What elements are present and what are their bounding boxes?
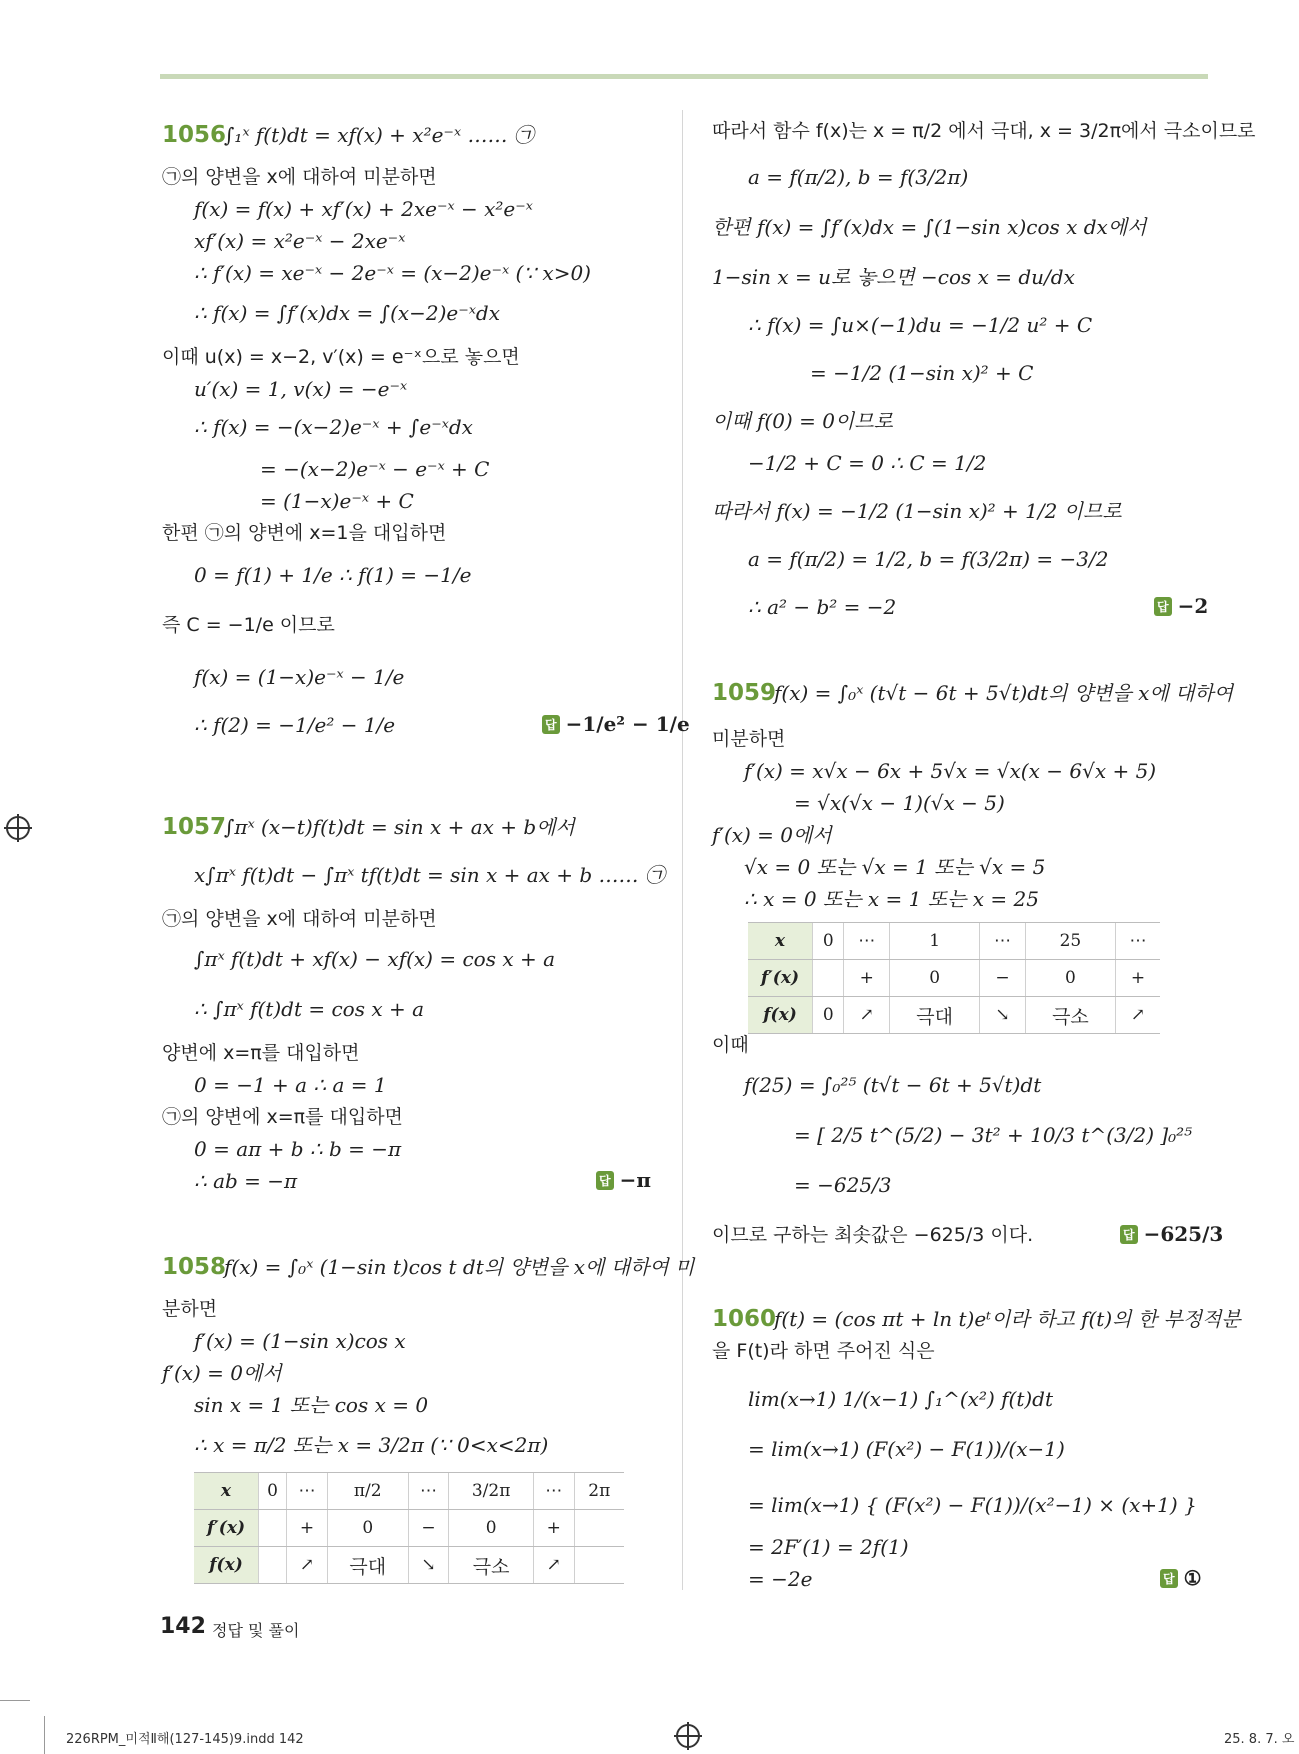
- solution-line: ∴ f(x) = ∫u×(−1)du = −1/2 u² + C: [748, 313, 1093, 337]
- solution-line: ∴ f(x) = ∫f′(x)dx = ∫(x−2)e⁻ˣdx: [194, 301, 501, 325]
- registration-mark-icon: [6, 816, 30, 840]
- answer-badge: 답: [542, 715, 560, 734]
- solution-line: f(25) = ∫₀²⁵ (t√t − 6t + 5√t)dt: [744, 1073, 1042, 1097]
- solution-line: 따라서 함수 f(x)는 x = π/2 에서 극대, x = 3/2π에서 극소이므로: [712, 120, 1256, 142]
- solution-line: u′(x) = 1, v(x) = −e⁻ˣ: [194, 377, 408, 401]
- solution-line: ㉠의 양변에 x=π를 대입하면: [162, 1106, 403, 1128]
- solution-line: 한편 f(x) = ∫f′(x)dx = ∫(1−sin x)cos x dx에서: [712, 215, 1147, 239]
- answer-badge: 답: [1160, 1569, 1178, 1588]
- table-row: f(x) 0 ↗ 극대 ↘ 극소 ↗: [748, 997, 1160, 1034]
- solution-line: = lim(x→1) (F(x²) − F(1))/(x−1): [748, 1437, 1065, 1461]
- solution-line: = (1−x)e⁻ˣ + C: [260, 489, 414, 513]
- solution-line: f(x) = f(x) + xf′(x) + 2xe⁻ˣ − x²e⁻ˣ: [194, 197, 533, 221]
- solution-line: ㉠의 양변을 x에 대하여 미분하면: [162, 908, 437, 930]
- solution-line: ∴ ab = −π: [194, 1169, 298, 1193]
- solution-line: lim(x→1) 1/(x−1) ∫₁^(x²) f(t)dt: [748, 1387, 1054, 1411]
- solution-line: ㉠의 양변을 x에 대하여 미분하면: [162, 166, 437, 188]
- solution-line: = −625/3: [794, 1173, 892, 1197]
- solution-line: 즉 C = −1/e 이므로: [162, 614, 335, 636]
- solution-line: f(x) = (1−x)e⁻ˣ − 1/e: [194, 665, 405, 689]
- solution-line: f(t) = (cos πt + ln t)eᵗ이라 하고 f(t)의 한 부정적분: [774, 1307, 1241, 1331]
- problem-number-1060: 1060: [712, 1306, 777, 1332]
- section-title: 정답 및 풀이: [212, 1621, 300, 1640]
- print-date: 25. 8. 7. 오: [1224, 1732, 1295, 1747]
- solution-line: 양변에 x=π를 대입하면: [162, 1042, 360, 1064]
- solution-line: ∫₁ˣ f(t)dt = xf(x) + x²e⁻ˣ …… ㉠: [224, 123, 534, 147]
- answer-1057: 답 −π: [596, 1168, 651, 1192]
- problem-number-1058: 1058: [162, 1254, 227, 1280]
- solution-line: f′(x) = 0에서: [162, 1361, 282, 1385]
- answer-badge: 답: [1120, 1225, 1138, 1244]
- solution-line: x∫πˣ f(t)dt − ∫πˣ tf(t)dt = sin x + ax + b …… ㉠: [194, 863, 665, 887]
- solution-line: xf′(x) = x²e⁻ˣ − 2xe⁻ˣ: [194, 229, 406, 253]
- registration-mark-icon: [676, 1724, 700, 1748]
- answer-badge: 답: [596, 1171, 614, 1190]
- sign-table-1058: [194, 1472, 624, 1584]
- answer-1059: 답 −625/3: [1120, 1222, 1223, 1246]
- solution-line: 따라서 f(x) = −1/2 (1−sin x)² + 1/2 이므로: [712, 499, 1122, 523]
- page-number: 142: [160, 1614, 206, 1639]
- crop-mark: [0, 1700, 30, 1701]
- solution-line: 을 F(t)라 하면 주어진 식은: [712, 1340, 935, 1362]
- solution-line: = lim(x→1) { (F(x²) − F(1))/(x²−1) × (x+1) }: [748, 1493, 1197, 1517]
- solution-line: ∴ x = π/2 또는 x = 3/2π (∵ 0<x<2π): [194, 1433, 549, 1457]
- table-row: x 0 ⋯ π/2 ⋯ 3/2π ⋯ 2π: [194, 1473, 624, 1510]
- table-row: x 0 ⋯ 1 ⋯ 25 ⋯: [748, 923, 1160, 960]
- solution-line: f′(x) = (1−sin x)cos x: [194, 1329, 406, 1353]
- solution-line: ∴ x = 0 또는 x = 1 또는 x = 25: [744, 887, 1039, 911]
- solution-line: 이때 u(x) = x−2, v′(x) = e⁻ˣ으로 놓으면: [162, 346, 520, 368]
- solution-line: a = f(π/2) = 1/2, b = f(3/2π) = −3/2: [748, 547, 1109, 571]
- solution-line: −1/2 + C = 0 ∴ C = 1/2: [748, 451, 987, 475]
- column-divider: [682, 110, 683, 1590]
- solution-line: a = f(π/2), b = f(3/2π): [748, 165, 969, 189]
- sign-table-1059: [748, 922, 1160, 1034]
- solution-line: ∴ f(2) = −1/e² − 1/e: [194, 713, 396, 737]
- solution-line: f′(x) = x√x − 6x + 5√x = √x(x − 6√x + 5): [744, 759, 1157, 783]
- answer-badge: 답: [1154, 597, 1172, 616]
- solution-line: 0 = aπ + b ∴ b = −π: [194, 1137, 402, 1161]
- solution-line: 미분하면: [712, 728, 786, 750]
- solution-line: = [ 2/5 t^(5/2) − 3t² + 10/3 t^(3/2) ]₀²⁵: [794, 1123, 1193, 1147]
- table-row: f(x) ↗ 극대 ↘ 극소 ↗: [194, 1547, 624, 1584]
- solution-line: = −2e: [748, 1567, 813, 1591]
- solution-line: ∫πˣ f(t)dt + xf(x) − xf(x) = cos x + a: [194, 947, 555, 971]
- solution-line: ∴ f(x) = −(x−2)e⁻ˣ + ∫e⁻ˣdx: [194, 415, 473, 439]
- solution-line: ∴ ∫πˣ f(t)dt = cos x + a: [194, 997, 424, 1021]
- file-info: 226RPM_미적Ⅱ해(127-145)9.indd 142: [66, 1732, 304, 1747]
- solution-line: 이때 f(0) = 0이므로: [712, 409, 893, 433]
- solution-line: 이때: [712, 1034, 749, 1056]
- solution-line: 0 = f(1) + 1/e ∴ f(1) = −1/e: [194, 563, 472, 587]
- solution-line: 이므로 구하는 최솟값은 −625/3 이다.: [712, 1224, 1034, 1246]
- answer-1058: 답 −2: [1154, 594, 1208, 618]
- answer-1056: 답 −1/e² − 1/e: [542, 712, 690, 736]
- problem-number-1056: 1056: [162, 122, 227, 148]
- solution-line: 분하면: [162, 1298, 218, 1320]
- top-rule: [160, 74, 1208, 79]
- solution-line: sin x = 1 또는 cos x = 0: [194, 1393, 429, 1417]
- solution-line: f(x) = ∫₀ˣ (1−sin t)cos t dt의 양변을 x에 대하여 미: [224, 1255, 695, 1279]
- answer-1060: 답 ①: [1160, 1566, 1202, 1590]
- solution-line: 1−sin x = u로 놓으면 −cos x = du/dx: [712, 265, 1075, 289]
- solution-line: f(x) = ∫₀ˣ (t√t − 6t + 5√t)dt의 양변을 x에 대하여: [774, 681, 1234, 705]
- problem-number-1059: 1059: [712, 680, 777, 706]
- table-row: f′(x) + 0 − 0 +: [748, 960, 1160, 997]
- problem-number-1057: 1057: [162, 814, 227, 840]
- solution-line: 한편 ㉠의 양변에 x=1을 대입하면: [162, 522, 447, 544]
- solution-line: ∴ a² − b² = −2: [748, 595, 897, 619]
- solution-line: 0 = −1 + a ∴ a = 1: [194, 1073, 387, 1097]
- solution-line: = 2F′(1) = 2f(1): [748, 1535, 909, 1559]
- solution-line: ∫πˣ (x−t)f(t)dt = sin x + ax + b에서: [224, 815, 575, 839]
- solution-line: = √x(√x − 1)(√x − 5): [794, 791, 1005, 815]
- table-row: f′(x) + 0 − 0 +: [194, 1510, 624, 1547]
- solution-line: √x = 0 또는 √x = 1 또는 √x = 5: [744, 855, 1046, 879]
- solution-line: ∴ f′(x) = xe⁻ˣ − 2e⁻ˣ = (x−2)e⁻ˣ (∵ x>0): [194, 261, 591, 285]
- solution-line: = −1/2 (1−sin x)² + C: [810, 361, 1034, 385]
- solution-line: = −(x−2)e⁻ˣ − e⁻ˣ + C: [260, 457, 490, 481]
- crop-mark: [44, 1716, 45, 1754]
- solution-line: f′(x) = 0에서: [712, 823, 832, 847]
